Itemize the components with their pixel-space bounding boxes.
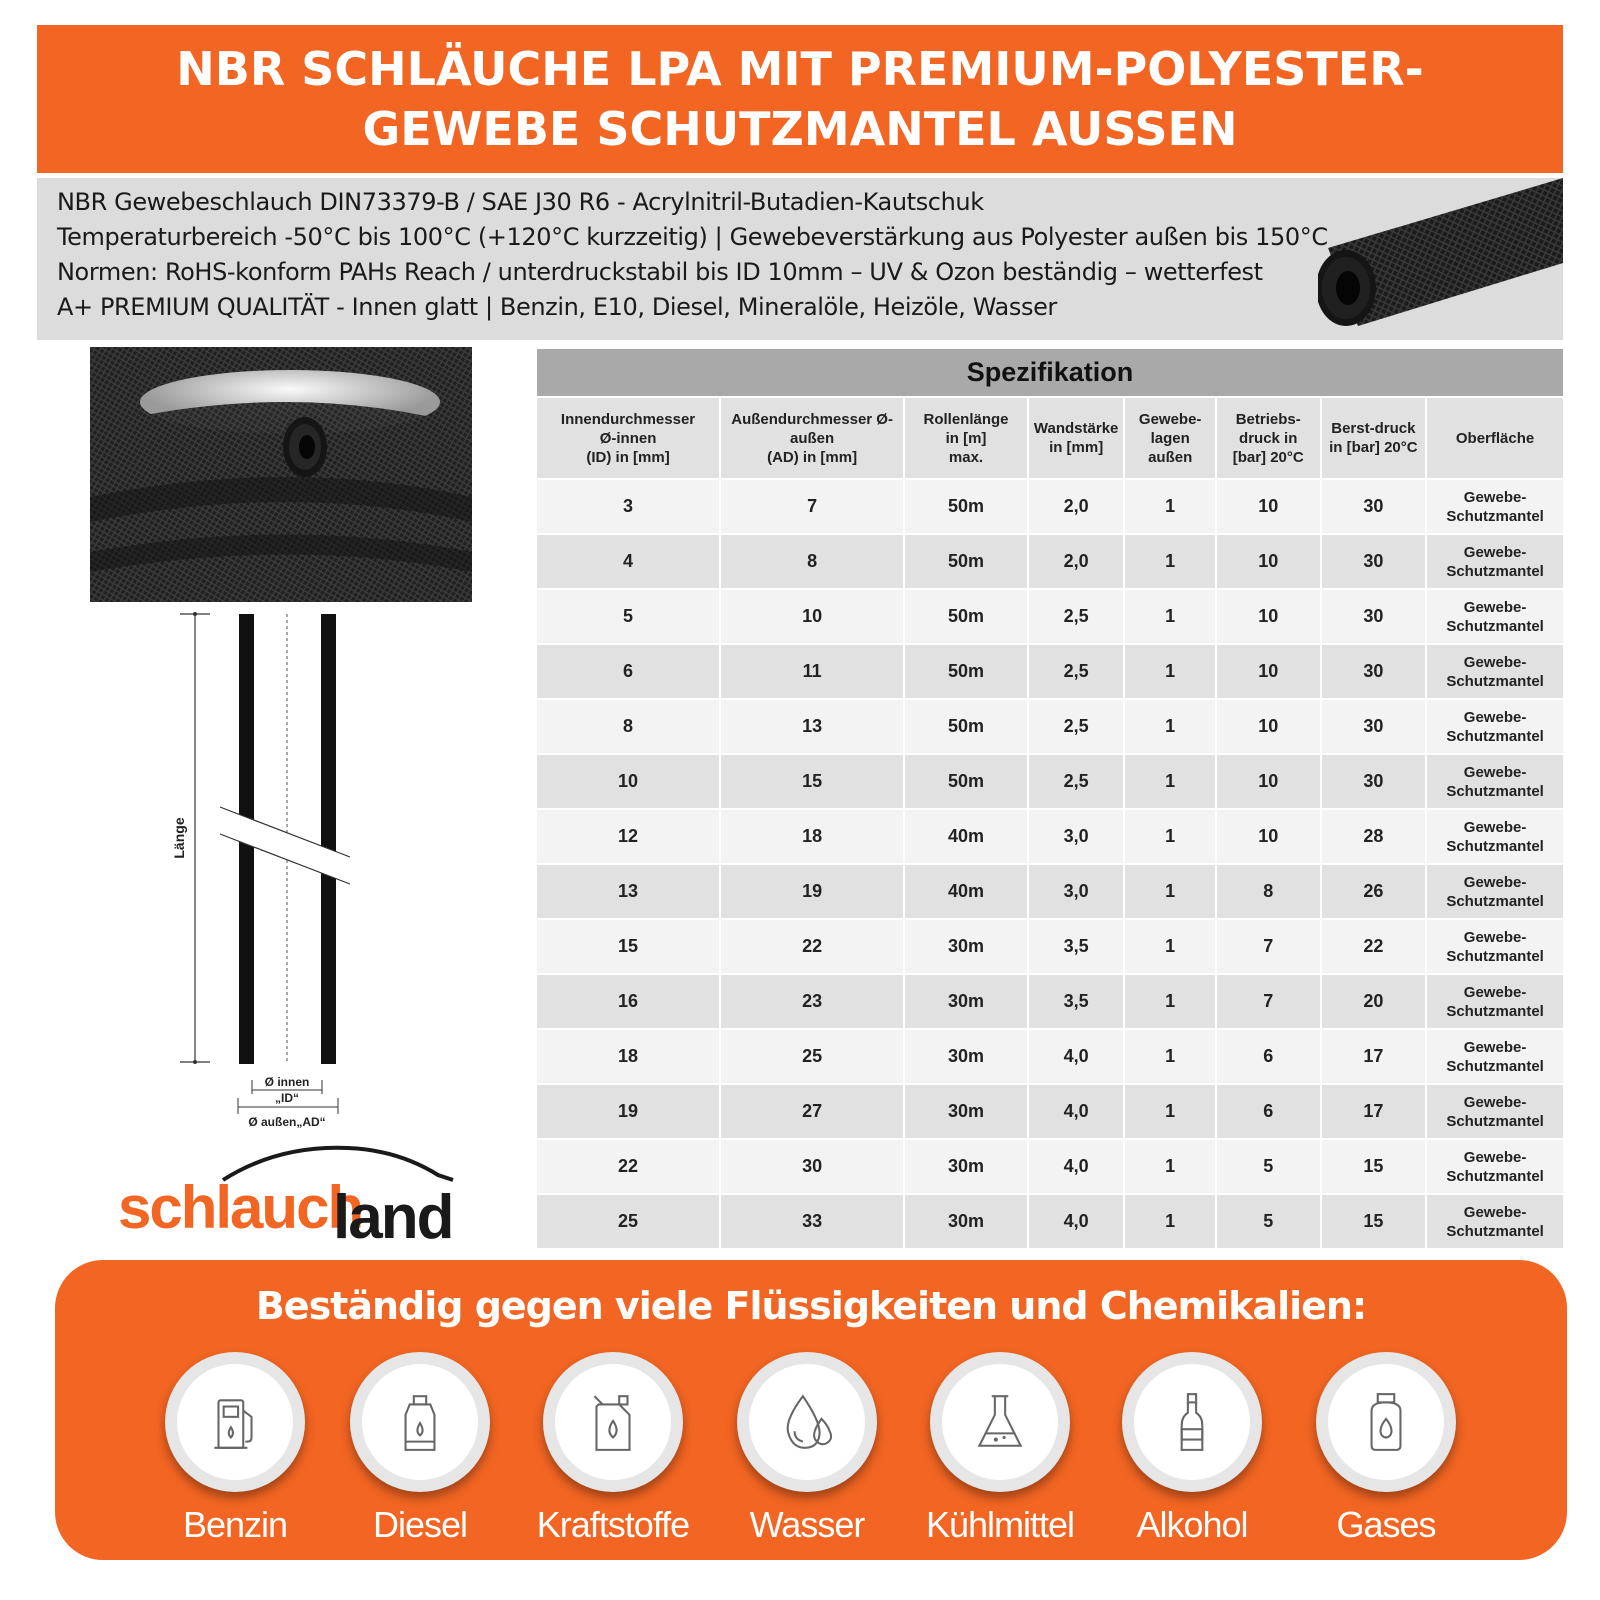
table-row — [537, 810, 1563, 863]
table-cell-surface — [1427, 645, 1563, 698]
icon-badge — [543, 1352, 683, 1492]
table-cell-burst-pressure: 30 — [1322, 480, 1426, 533]
spec-header-operating-pressure — [1217, 398, 1320, 478]
table-cell-wall-thickness: 4,0 — [1029, 1085, 1124, 1138]
table-cell-operating-pressure: 5 — [1217, 1140, 1320, 1193]
table-cell-id: 12 — [537, 810, 719, 863]
table-row — [537, 1030, 1563, 1083]
resistance-label: Diesel — [372, 1504, 468, 1545]
table-cell-wall-thickness: 4,0 — [1029, 1030, 1124, 1083]
table-cell-wall-thickness: 2,0 — [1029, 535, 1124, 588]
table-cell-surface — [1427, 590, 1563, 643]
table-row — [537, 975, 1563, 1028]
spec-header-burst-pressure — [1322, 398, 1426, 478]
table-cell-surface — [1427, 865, 1563, 918]
table-row — [537, 865, 1563, 918]
table-cell-burst-pressure: 26 — [1322, 865, 1426, 918]
table-cell-id: 15 — [537, 920, 719, 973]
table-cell-operating-pressure: 10 — [1217, 535, 1320, 588]
resistance-section — [55, 1260, 1567, 1560]
table-cell-ad: 30 — [721, 1140, 903, 1193]
table-cell-id: 5 — [537, 590, 719, 643]
spec-title: Spezifikation — [537, 349, 1563, 396]
table-cell-operating-pressure: 10 — [1217, 480, 1320, 533]
table-row — [537, 1085, 1563, 1138]
table-cell-surface — [1427, 480, 1563, 533]
table-cell-burst-pressure: 28 — [1322, 810, 1426, 863]
resistance-label: Alkohol — [1136, 1504, 1248, 1545]
ad-label: Ø außen„AD“ — [248, 1115, 326, 1129]
table-cell-operating-pressure: 7 — [1217, 975, 1320, 1028]
id-label: Ø innen — [264, 1075, 310, 1089]
table-cell-roll-length: 40m — [905, 810, 1027, 863]
table-cell-fabric-layers: 1 — [1125, 645, 1215, 698]
surface-text: Gewebe- — [1463, 983, 1527, 1001]
table-row — [537, 700, 1563, 753]
table-cell-burst-pressure: 30 — [1322, 755, 1426, 808]
table-cell-roll-length: 40m — [905, 865, 1027, 918]
spec-header-text: Wandstärke — [1033, 420, 1119, 437]
table-cell-id: 4 — [537, 535, 719, 588]
table-row — [537, 1195, 1563, 1248]
fuel-pump-icon — [203, 1390, 267, 1454]
table-cell-ad: 13 — [721, 700, 903, 753]
table-cell-wall-thickness: 2,0 — [1029, 480, 1124, 533]
table-row — [537, 920, 1563, 973]
table-cell-roll-length: 30m — [905, 920, 1027, 973]
table-row — [537, 480, 1563, 533]
surface-text: Gewebe- — [1463, 928, 1527, 946]
spec-header-ad — [721, 398, 903, 478]
table-cell-wall-thickness: 4,0 — [1029, 1140, 1124, 1193]
table-cell-operating-pressure: 6 — [1217, 1085, 1320, 1138]
table-cell-fabric-layers: 1 — [1125, 920, 1215, 973]
table-cell-fabric-layers: 1 — [1125, 865, 1215, 918]
icon-badge — [350, 1352, 490, 1492]
spec-header-text: Rollenlänge — [923, 410, 1009, 428]
spec-header-text: Gewebe- — [1138, 410, 1202, 428]
spec-header-surface — [1427, 398, 1563, 478]
surface-text: Gewebe- — [1463, 653, 1527, 671]
table-cell-ad: 23 — [721, 975, 903, 1028]
spec-header-text: Oberfläche — [1455, 429, 1535, 447]
surface-text: Gewebe- — [1463, 1203, 1527, 1221]
resistance-label: Gases — [1336, 1504, 1436, 1545]
table-cell-fabric-layers: 1 — [1125, 590, 1215, 643]
surface-text: Schutzmantel — [1446, 1222, 1544, 1240]
table-cell-operating-pressure: 10 — [1217, 700, 1320, 753]
spec-header-text: [bar] 20°C — [1232, 448, 1304, 466]
table-cell-ad: 8 — [721, 535, 903, 588]
spec-header-text: max. — [948, 448, 984, 466]
spec-header-fabric-layers — [1125, 398, 1215, 478]
table-cell-wall-thickness: 3,5 — [1029, 920, 1124, 973]
info-line-temperature: Temperaturbereich -50°C bis 100°C (+120°C kurzzeitig) | Gewebeverstärkung aus Polyester außen bis 150°C — [57, 223, 1328, 251]
table-cell-fabric-layers: 1 — [1125, 480, 1215, 533]
surface-text: Schutzmantel — [1446, 617, 1544, 635]
spec-header-text: Ø-innen — [599, 429, 657, 447]
resistance-title: Beständig gegen viele Flüssigkeiten und Chemikalien: — [255, 1284, 1367, 1328]
table-cell-surface — [1427, 700, 1563, 753]
surface-text: Schutzmantel — [1446, 1002, 1544, 1020]
table-cell-roll-length: 50m — [905, 480, 1027, 533]
table-cell-operating-pressure: 5 — [1217, 1195, 1320, 1248]
resistance-label: Wasser — [749, 1504, 865, 1545]
table-cell-ad: 11 — [721, 645, 903, 698]
surface-text: Gewebe- — [1463, 598, 1527, 616]
table-cell-wall-thickness: 2,5 — [1029, 590, 1124, 643]
table-cell-ad: 33 — [721, 1195, 903, 1248]
table-cell-wall-thickness: 3,5 — [1029, 975, 1124, 1028]
surface-text: Gewebe- — [1463, 873, 1527, 891]
table-cell-roll-length: 50m — [905, 700, 1027, 753]
table-cell-surface — [1427, 755, 1563, 808]
table-row — [537, 645, 1563, 698]
table-cell-ad: 15 — [721, 755, 903, 808]
table-cell-id: 19 — [537, 1085, 719, 1138]
table-cell-surface — [1427, 810, 1563, 863]
spec-header-text: in [bar] 20°C — [1329, 439, 1418, 456]
flask-icon — [968, 1390, 1032, 1454]
table-cell-fabric-layers: 1 — [1125, 810, 1215, 863]
hose-coil-photo — [90, 347, 472, 602]
table-cell-roll-length: 30m — [905, 1030, 1027, 1083]
table-row — [537, 755, 1563, 808]
surface-text: Schutzmantel — [1446, 947, 1544, 965]
icon-badge-inner — [362, 1364, 478, 1480]
spec-header-text: außen — [790, 429, 835, 447]
surface-text: Gewebe- — [1463, 1038, 1527, 1056]
table-cell-surface — [1427, 920, 1563, 973]
table-cell-operating-pressure: 8 — [1217, 865, 1320, 918]
table-cell-burst-pressure: 15 — [1322, 1140, 1426, 1193]
table-cell-id: 13 — [537, 865, 719, 918]
info-line-standards: Normen: RoHS-konform PAHs Reach / unterdruckstabil bis ID 10mm – UV & Ozon beständig – wetterfest — [57, 258, 1263, 286]
icon-badge-inner — [1328, 1364, 1444, 1480]
table-cell-surface — [1427, 535, 1563, 588]
surface-text: Schutzmantel — [1446, 562, 1544, 580]
brand-logo — [118, 1140, 458, 1250]
spec-header-text: außen — [1148, 448, 1193, 466]
table-cell-surface — [1427, 975, 1563, 1028]
table-cell-roll-length: 50m — [905, 590, 1027, 643]
table-cell-fabric-layers: 1 — [1125, 535, 1215, 588]
spec-header-text: in [m] — [945, 429, 987, 447]
table-cell-fabric-layers: 1 — [1125, 700, 1215, 753]
table-cell-surface — [1427, 1030, 1563, 1083]
table-cell-fabric-layers: 1 — [1125, 1140, 1215, 1193]
icon-badge-inner — [1134, 1364, 1250, 1480]
table-cell-surface — [1427, 1085, 1563, 1138]
table-cell-wall-thickness: 2,5 — [1029, 700, 1124, 753]
hose-product-image — [1318, 178, 1563, 326]
icon-badge — [165, 1352, 305, 1492]
resistance-label: Kraftstoffe — [536, 1504, 690, 1545]
title-line-2: GEWEBE SCHUTZMANTEL AUSSEN — [362, 102, 1238, 156]
spec-header-text: Innendurchmesser — [560, 410, 696, 428]
table-cell-wall-thickness: 3,0 — [1029, 865, 1124, 918]
table-cell-burst-pressure: 20 — [1322, 975, 1426, 1028]
info-line-quality: A+ PREMIUM QUALITÄT - Innen glatt | Benzin, E10, Diesel, Mineralöle, Heizöle, Wasser — [57, 293, 1057, 321]
table-cell-id: 8 — [537, 700, 719, 753]
surface-text: Schutzmantel — [1446, 672, 1544, 690]
table-cell-surface — [1427, 1195, 1563, 1248]
table-cell-ad: 7 — [721, 480, 903, 533]
table-cell-burst-pressure: 15 — [1322, 1195, 1426, 1248]
table-cell-operating-pressure: 10 — [1217, 645, 1320, 698]
resistance-item — [140, 1352, 330, 1552]
table-cell-wall-thickness: 4,0 — [1029, 1195, 1124, 1248]
table-cell-burst-pressure: 22 — [1322, 920, 1426, 973]
spec-header-text: Betriebs- — [1235, 410, 1301, 428]
spec-header-roll-length — [905, 398, 1027, 478]
resistance-item — [325, 1352, 515, 1552]
table-cell-fabric-layers: 1 — [1125, 975, 1215, 1028]
icon-badge — [737, 1352, 877, 1492]
table-cell-roll-length: 30m — [905, 1085, 1027, 1138]
spec-header-text: Berst-druck — [1331, 420, 1416, 437]
table-cell-fabric-layers: 1 — [1125, 1085, 1215, 1138]
surface-text: Gewebe- — [1463, 488, 1527, 506]
gas-cylinder-icon — [1354, 1390, 1418, 1454]
resistance-item — [712, 1352, 902, 1552]
table-cell-operating-pressure: 10 — [1217, 810, 1320, 863]
spec-header-wall-thickness — [1029, 398, 1124, 478]
table-cell-roll-length: 50m — [905, 755, 1027, 808]
id-abbrev-label: „ID“ — [275, 1091, 299, 1105]
table-cell-ad: 18 — [721, 810, 903, 863]
surface-text: Schutzmantel — [1446, 837, 1544, 855]
surface-text: Schutzmantel — [1446, 507, 1544, 525]
table-cell-fabric-layers: 1 — [1125, 1030, 1215, 1083]
resistance-label: Kühlmittel — [925, 1504, 1075, 1545]
table-cell-ad: 25 — [721, 1030, 903, 1083]
surface-text: Gewebe- — [1463, 1148, 1527, 1166]
icon-badge-inner — [177, 1364, 293, 1480]
table-row — [537, 1140, 1563, 1193]
icon-badge-inner — [749, 1364, 865, 1480]
surface-text: Schutzmantel — [1446, 1057, 1544, 1075]
table-cell-burst-pressure: 30 — [1322, 535, 1426, 588]
table-cell-id: 10 — [537, 755, 719, 808]
table-cell-roll-length: 30m — [905, 1140, 1027, 1193]
table-cell-burst-pressure: 30 — [1322, 645, 1426, 698]
logo-word-land: land — [333, 1183, 453, 1252]
spec-header-text: (ID) in [mm] — [586, 448, 670, 466]
table-cell-id: 6 — [537, 645, 719, 698]
table-cell-burst-pressure: 30 — [1322, 590, 1426, 643]
table-cell-ad: 19 — [721, 865, 903, 918]
resistance-item — [1291, 1352, 1481, 1552]
jerrycan-icon — [581, 1390, 645, 1454]
spec-header-text: (AD) in [mm] — [767, 448, 858, 466]
surface-text: Schutzmantel — [1446, 1112, 1544, 1130]
specification-table — [537, 349, 1563, 1250]
table-cell-operating-pressure: 10 — [1217, 755, 1320, 808]
icon-badge — [1316, 1352, 1456, 1492]
info-line-norm: NBR Gewebeschlauch DIN73379-B / SAE J30 R6 - Acrylnitril-Butadien-Kautschuk — [57, 188, 984, 216]
table-cell-ad: 10 — [721, 590, 903, 643]
surface-text: Gewebe- — [1463, 763, 1527, 781]
table-cell-burst-pressure: 17 — [1322, 1085, 1426, 1138]
resistance-item — [905, 1352, 1095, 1552]
wine-bottle-icon — [1160, 1390, 1224, 1454]
water-drops-icon — [775, 1390, 839, 1454]
table-cell-id: 3 — [537, 480, 719, 533]
table-row — [537, 590, 1563, 643]
table-cell-operating-pressure: 10 — [1217, 590, 1320, 643]
title-banner — [37, 25, 1563, 173]
bottle-icon — [388, 1390, 452, 1454]
table-cell-roll-length: 50m — [905, 535, 1027, 588]
table-cell-roll-length: 50m — [905, 645, 1027, 698]
table-cell-id: 18 — [537, 1030, 719, 1083]
logo-word-schlauch: schlauch — [118, 1174, 363, 1241]
resistance-label: Benzin — [182, 1504, 288, 1545]
table-cell-wall-thickness: 3,0 — [1029, 810, 1124, 863]
spec-body — [537, 480, 1563, 1248]
icon-badge — [1122, 1352, 1262, 1492]
table-cell-wall-thickness: 2,5 — [1029, 755, 1124, 808]
spec-header-text: Außendurchmesser Ø- — [731, 410, 893, 428]
spec-header-text: lagen — [1150, 429, 1190, 447]
table-cell-roll-length: 30m — [905, 975, 1027, 1028]
table-cell-ad: 27 — [721, 1085, 903, 1138]
surface-text: Schutzmantel — [1446, 1167, 1544, 1185]
icon-badge-inner — [555, 1364, 671, 1480]
surface-text: Gewebe- — [1463, 818, 1527, 836]
table-cell-fabric-layers: 1 — [1125, 755, 1215, 808]
table-cell-wall-thickness: 2,5 — [1029, 645, 1124, 698]
table-row — [537, 535, 1563, 588]
resistance-item — [1097, 1352, 1287, 1552]
spec-header-row — [537, 398, 1563, 478]
table-cell-id: 25 — [537, 1195, 719, 1248]
table-cell-id: 16 — [537, 975, 719, 1028]
surface-text: Gewebe- — [1463, 543, 1527, 561]
surface-text: Schutzmantel — [1446, 782, 1544, 800]
surface-text: Schutzmantel — [1446, 892, 1544, 910]
spec-header-text: in [mm] — [1049, 439, 1104, 456]
table-cell-fabric-layers: 1 — [1125, 1195, 1215, 1248]
table-cell-burst-pressure: 17 — [1322, 1030, 1426, 1083]
surface-text: Schutzmantel — [1446, 727, 1544, 745]
surface-text: Gewebe- — [1463, 708, 1527, 726]
resistance-item — [518, 1352, 708, 1552]
title-line-1: NBR SCHLÄUCHE LPA MIT PREMIUM-POLYESTER- — [176, 42, 1424, 96]
icon-badge — [930, 1352, 1070, 1492]
length-label: Länge — [171, 817, 187, 859]
table-cell-roll-length: 30m — [905, 1195, 1027, 1248]
spec-header-text: druck in — [1239, 429, 1298, 447]
icon-badge-inner — [942, 1364, 1058, 1480]
table-cell-ad: 22 — [721, 920, 903, 973]
spec-header-id — [537, 398, 719, 478]
surface-text: Gewebe- — [1463, 1093, 1527, 1111]
table-cell-burst-pressure: 30 — [1322, 700, 1426, 753]
table-cell-surface — [1427, 1140, 1563, 1193]
table-cell-operating-pressure: 7 — [1217, 920, 1320, 973]
table-cell-id: 22 — [537, 1140, 719, 1193]
table-cell-operating-pressure: 6 — [1217, 1030, 1320, 1083]
hose-dimension-diagram — [160, 602, 360, 1132]
